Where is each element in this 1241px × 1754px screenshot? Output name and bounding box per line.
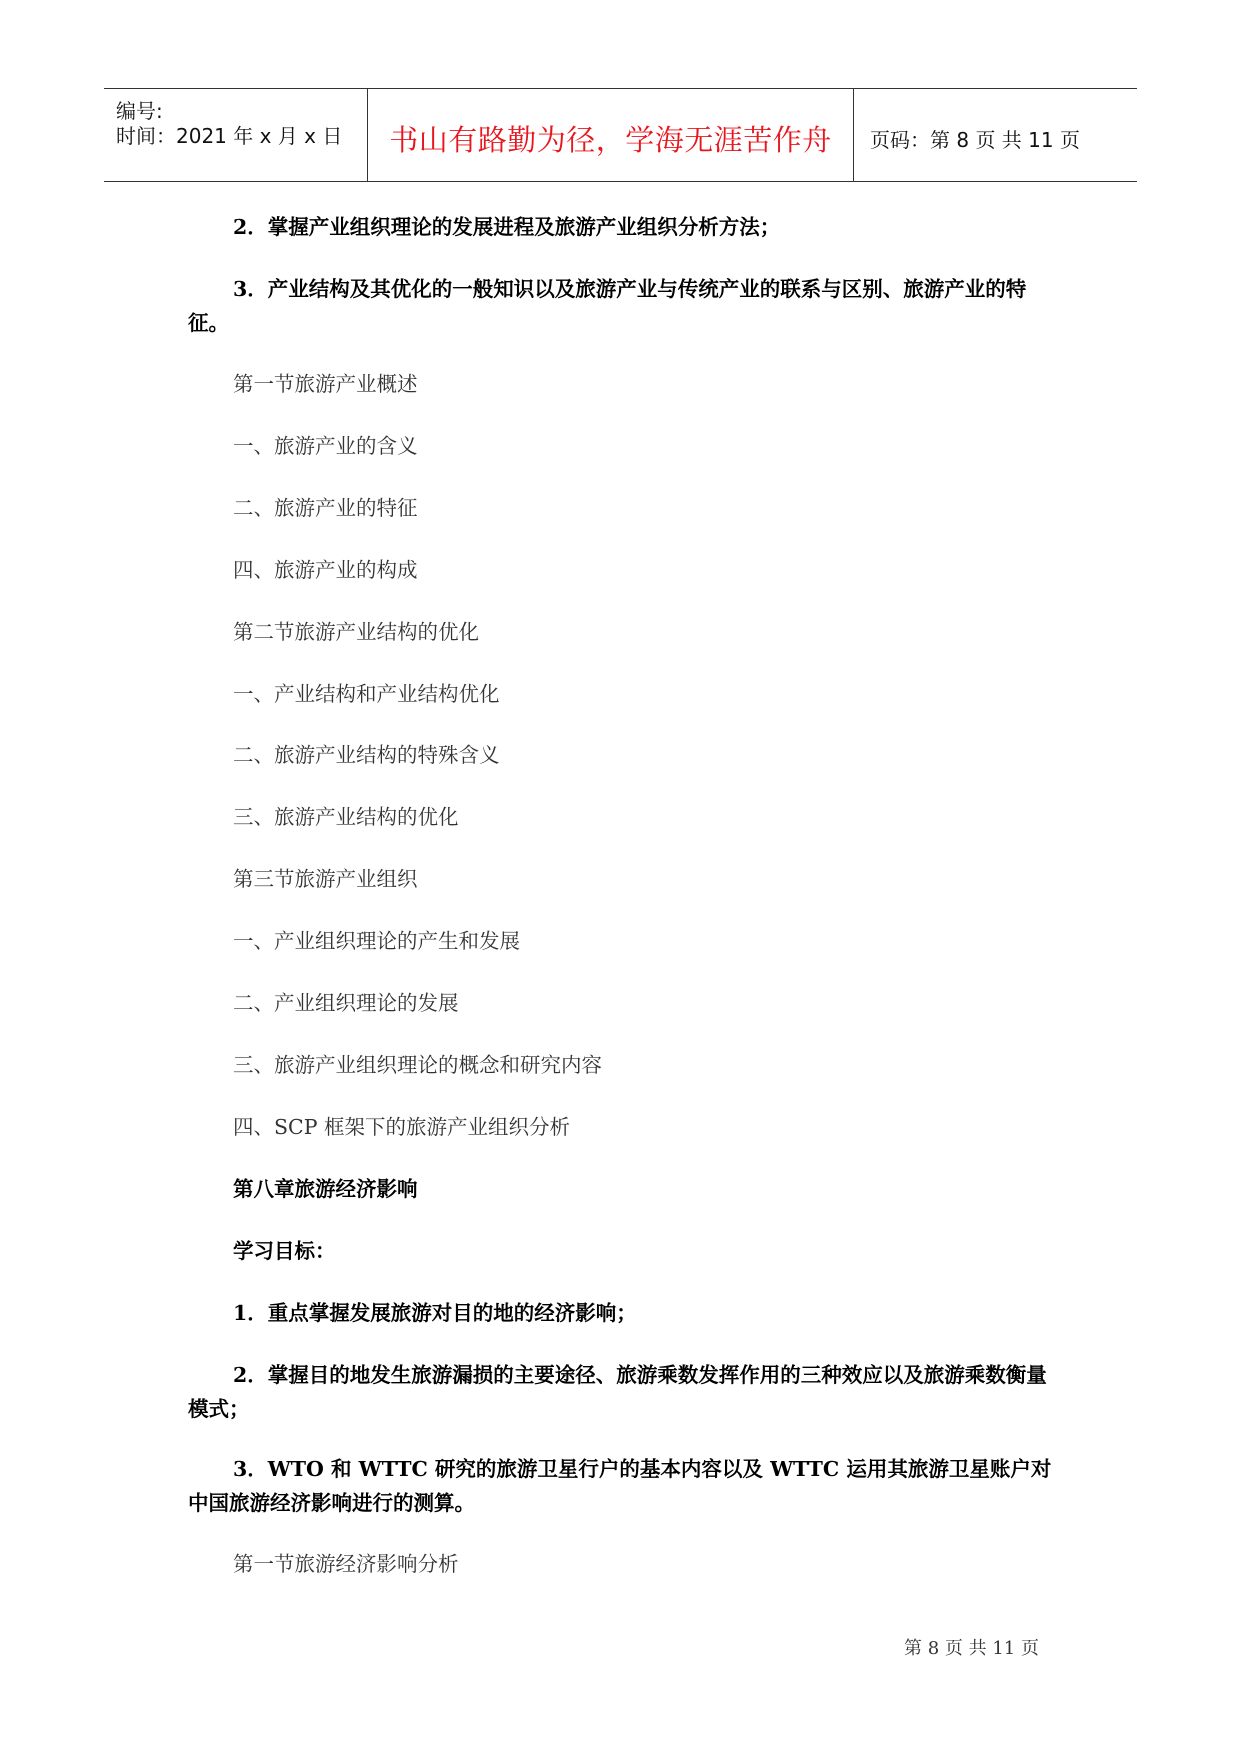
section-3-item-2: 二、产业组织理论的发展 bbox=[233, 991, 459, 1015]
section-2-item-1: 一、产业结构和产业结构优化 bbox=[233, 682, 500, 706]
section-2-title: 第二节旅游产业结构的优化 bbox=[233, 620, 479, 644]
section-1-item-1: 一、旅游产业的含义 bbox=[233, 434, 418, 458]
serial-number-label: 编号: bbox=[116, 99, 163, 123]
section-1-title: 第一节旅游产业概述 bbox=[233, 372, 418, 396]
section-3-item-4: 四、SCP 框架下的旅游产业组织分析 bbox=[233, 1115, 571, 1139]
section-1-item-4: 四、旅游产业的构成 bbox=[233, 558, 418, 582]
header-motto-cell bbox=[368, 89, 854, 181]
chapter-8-section-1-title: 第一节旅游经济影响分析 bbox=[233, 1552, 459, 1576]
section-1-item-2: 二、旅游产业的特征 bbox=[233, 496, 418, 520]
chapter-8-title: 第八章旅游经济影响 bbox=[233, 1177, 418, 1201]
header-info-cell bbox=[104, 89, 368, 181]
goal-3: 3．产业结构及其优化的一般知识以及旅游产业与传统产业的联系与区别、旅游产业的特征。 bbox=[188, 277, 1027, 335]
chapter-8-goal-1: 1．重点掌握发展旅游对目的地的经济影响； bbox=[233, 1301, 637, 1325]
header-page-cell bbox=[854, 89, 1137, 181]
chapter-8-goal-2: 2．掌握目的地发生旅游漏损的主要途径、旅游乘数发挥作用的三种效应以及旅游乘数衡量模式； bbox=[188, 1363, 1047, 1421]
section-2-item-2: 二、旅游产业结构的特殊含义 bbox=[233, 743, 500, 767]
section-2-item-3: 三、旅游产业结构的优化 bbox=[233, 805, 459, 829]
footer-page-number: 第 8 页 共 11 页 bbox=[904, 1638, 1039, 1659]
learning-goals-label: 学习目标： bbox=[233, 1239, 336, 1263]
time-label: 时间：2021 年 x 月 x 日 bbox=[116, 124, 343, 148]
motto-text: 书山有路勤为径，学海无涯苦作舟 bbox=[389, 123, 832, 157]
chapter-8-goal-3: 3．WTO 和 WTTC 研究的旅游卫星行户的基本内容以及 WTTC 运用其旅游卫星账户对中国旅游经济影响进行的测算。 bbox=[188, 1457, 1052, 1515]
header-page-number: 页码：第 8 页 共 11 页 bbox=[870, 128, 1080, 152]
document-header bbox=[104, 88, 1137, 182]
section-3-title: 第三节旅游产业组织 bbox=[233, 867, 418, 891]
section-3-item-1: 一、产业组织理论的产生和发展 bbox=[233, 929, 520, 953]
goal-2: 2．掌握产业组织理论的发展进程及旅游产业组织分析方法； bbox=[233, 215, 781, 239]
section-3-item-3: 三、旅游产业组织理论的概念和研究内容 bbox=[233, 1053, 602, 1077]
